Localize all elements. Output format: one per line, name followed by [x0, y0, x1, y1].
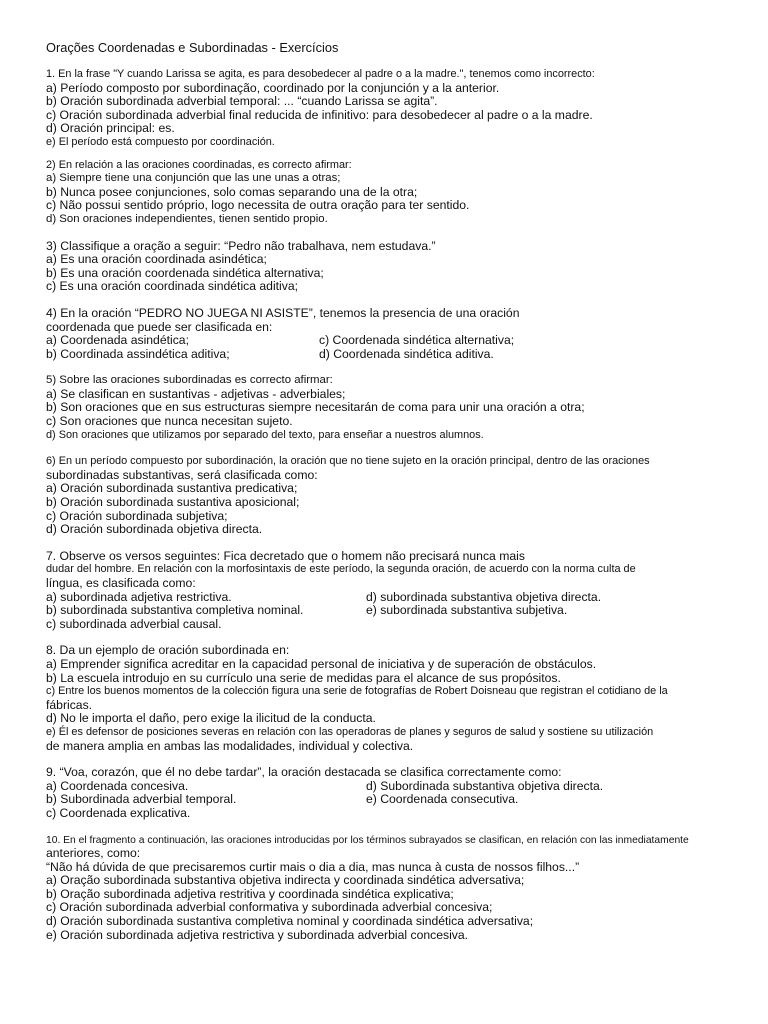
- question-1-option-e: e) El período está compuesto por coordinación.: [46, 135, 275, 148]
- question-10-option-c: c) Oración subordinada adverbial conformativa y subordinada adverbial concesiva;: [46, 900, 493, 915]
- question-8-option-c-line-1: c) Entre los buenos momentos de la colección figura una serie de fotografías de Robert Doisneau que registran el cotidiano de la: [46, 685, 668, 698]
- question-10-stem-line-2: anteriores, como:: [46, 846, 141, 861]
- question-9-stem: 9. “Voa, corazón, que él no debe tardar”, la oración destacada se clasifica correctamente como:: [46, 765, 562, 780]
- question-9-option-a: a) Coordenada concesiva.: [46, 778, 189, 793]
- question-9-option-c: c) Coordenada explicativa.: [46, 805, 191, 820]
- question-1-option-b: b) Oración subordinada adverbial temporal: ... “cuando Larissa se agita”.: [46, 94, 438, 109]
- question-7-option-a: a) subordinada adjetiva restrictiva.: [46, 589, 232, 604]
- question-1-option-a: a) Período composto por subordinação, coordinado por la conjunción y a la anterior.: [46, 80, 500, 95]
- question-9-option-e: e) Coordenada consecutiva.: [366, 792, 519, 807]
- question-7-stem-line-1: 7. Observe os versos seguintes: Fica decretado que o homem não precisará nunca mais: [46, 548, 525, 563]
- question-10-option-d: d) Oración subordinada sustantiva completiva nominal y coordinada sindética adversativa;: [46, 914, 534, 929]
- question-8-stem: 8. Da un ejemplo de oración subordinada en:: [46, 643, 290, 658]
- question-7-option-e: e) subordinada substantiva subjetiva.: [366, 603, 568, 618]
- question-7-option-c: c) subordinada adverbial causal.: [46, 616, 222, 631]
- question-8-option-b: b) La escuela introdujo en su currículo una serie de medidas para el alcance de sus propósitos.: [46, 670, 561, 685]
- question-3-option-a: a) Es una oración coordinada asindética;: [46, 252, 267, 267]
- question-8-option-e-line-1: e) Él es defensor de posiciones severas en relación con las operadoras de planes y seguros de salud y sostiene su utilización: [46, 725, 654, 738]
- question-3-option-c: c) Es una oración coordinada sindética aditiva;: [46, 279, 299, 294]
- question-5-option-c: c) Son oraciones que nunca necesitan sujeto.: [46, 414, 293, 429]
- question-4-option-c: c) Coordenada sindética alternativa;: [319, 333, 515, 348]
- question-8-option-d: d) No le importa el daño, pero exige la ilicitud de la conducta.: [46, 711, 376, 726]
- question-9: [46, 766, 742, 820]
- question-10-quote: “Não há dúvida de que precisaremos curtir mais o dia a dia, mas nunca à custa de nossos filhos...”: [46, 859, 580, 874]
- question-6-stem-line-1: 6) En un período compuesto por subordinación, la oración que no tiene sujeto en la oración principal, dentro de las oraciones: [46, 455, 650, 468]
- question-10: [46, 834, 742, 943]
- question-2: [46, 159, 742, 227]
- question-2-option-b: b) Nunca posee conjunciones, solo comas separando una de la otra;: [46, 184, 418, 199]
- question-10-stem-line-1: 10. En el fragmento a continuación, las oraciones introducidas por los términos subrayados se clasifican, en relación con las inmediatamente: [46, 834, 689, 846]
- question-5-stem: 5) Sobre las oraciones subordinadas es correcto afirmar:: [46, 374, 333, 387]
- question-5: [46, 374, 742, 442]
- question-3-option-b: b) Es una oración coordenada sindética alternativa;: [46, 265, 324, 280]
- question-7-stem-line-3: língua, es clasificada como:: [46, 576, 196, 590]
- question-8-option-c-line-2: fábricas.: [46, 697, 93, 712]
- question-9-options: [46, 780, 742, 821]
- question-1: [46, 68, 742, 150]
- question-2-option-d: d) Son oraciones independientes, tienen sentido propio.: [46, 212, 328, 225]
- question-2-option-c: c) Não possui sentido próprio, logo necessita de outra oração para ter sentido.: [46, 198, 470, 213]
- question-5-option-b: b) Son oraciones que en sus estructuras siempre necesitarán de coma para unir una oración a otra;: [46, 400, 585, 415]
- question-3-stem: 3) Classifique a oração a seguir: “Pedro não trabalhava, nem estudava.”: [46, 238, 436, 253]
- question-4-option-b: b) Coordinada assindética aditiva;: [46, 346, 230, 361]
- question-5-option-d: d) Son oraciones que utilizamos por separado del texto, para enseñar a nuestros alumnos.: [46, 428, 484, 441]
- question-4-options: [46, 334, 742, 361]
- question-7-option-b: b) subordinada substantiva completiva nominal.: [46, 603, 304, 618]
- question-6-option-b: b) Oración subordinada sustantiva aposicional;: [46, 495, 300, 510]
- question-4-stem-line-1: 4) En la oración “PEDRO NO JUEGA NI ASISTE”, tenemos la presencia de una oración: [46, 305, 520, 320]
- question-4: [46, 307, 742, 361]
- question-9-option-d: d) Subordinada substantiva objetiva directa.: [366, 778, 604, 793]
- question-7: [46, 550, 742, 632]
- question-1-option-d: d) Oración principal: es.: [46, 121, 175, 136]
- question-7-options: [46, 591, 742, 632]
- question-2-stem: 2) En relación a las oraciones coordinadas, es correcto afirmar:: [46, 158, 352, 171]
- question-4-stem-line-2: coordenada que puede ser clasificada en:: [46, 319, 273, 334]
- question-7-stem-line-2: dudar del hombre. En relación con la morfosintaxis de este período, la segunda oración, de acuerdo con la norma culta de: [46, 563, 636, 576]
- question-6-option-c: c) Oración subordinada subjetiva;: [46, 508, 228, 523]
- question-1-option-c: c) Oración subordinada adverbial final reducida de infinitivo: para desobedecer al padre o a la madre.: [46, 107, 593, 122]
- question-10-option-b: b) Oração subordinada adjetiva restritiva y coordinada sindética explicativa;: [46, 886, 454, 901]
- question-9-option-b: b) Subordinada adverbial temporal.: [46, 792, 237, 807]
- question-10-option-e: e) Oración subordinada adjetiva restrictiva y subordinada adverbial concesiva.: [46, 927, 469, 942]
- question-10-option-a: a) Oração subordinada substantiva objetiva indirecta y coordinada sindética adversativa;: [46, 873, 525, 888]
- question-8: [46, 644, 742, 753]
- question-6-option-d: d) Oración subordinada objetiva directa.: [46, 522, 263, 537]
- document-title: Orações Coordenadas e Subordinadas - Exercícios: [46, 40, 339, 55]
- question-6: [46, 455, 742, 537]
- question-5-option-a: a) Se clasifican en sustantivas - adjetivas - adverbiales;: [46, 386, 346, 401]
- question-2-option-a: a) Siempre tiene una conjunción que las une unas a otras;: [46, 172, 341, 185]
- question-1-stem: 1. En la frase "Y cuando Larissa se agita, es para desobedecer al padre o a la madre.", tenemos como incorrecto:: [46, 68, 595, 80]
- question-6-stem-line-2: subordinadas substantivas, será clasificada como:: [46, 467, 318, 482]
- question-3: [46, 240, 742, 294]
- question-7-option-d: d) subordinada substantiva objetiva directa.: [366, 589, 602, 604]
- question-6-option-a: a) Oración subordinada sustantiva predicativa;: [46, 481, 298, 496]
- question-4-option-d: d) Coordenada sindética aditiva.: [319, 346, 494, 361]
- question-4-option-a: a) Coordenada asindética;: [46, 333, 189, 348]
- question-8-option-e-line-2: de manera amplia en ambas las modalidades, individual y colectiva.: [46, 738, 414, 753]
- question-8-option-a: a) Emprender significa acreditar en la capacidad personal de iniciativa y de superación de obstáculos.: [46, 656, 597, 671]
